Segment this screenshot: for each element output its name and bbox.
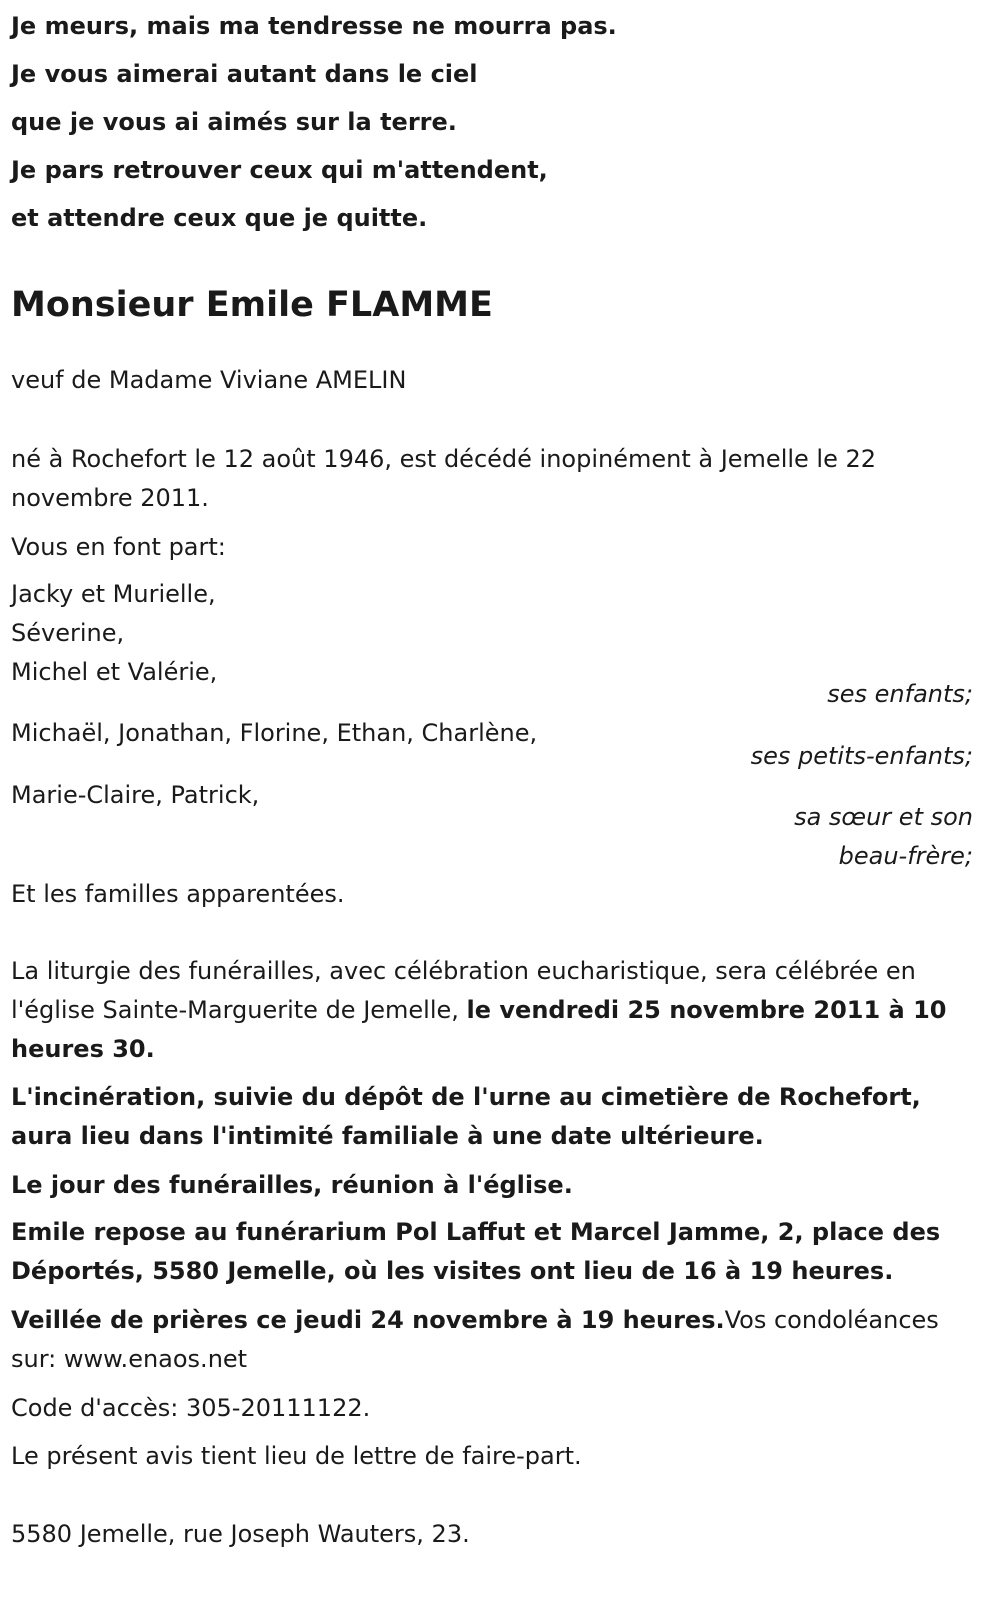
grandchildren-role: ses petits-enfants; xyxy=(750,742,973,770)
birth-death: né à Rochefort le 12 août 1946, est décédé inopinément à Jemelle le 22 novembre 2011. xyxy=(11,445,877,512)
siblings-line: Marie-Claire, Patrick, xyxy=(11,781,260,809)
child-line: Séverine, xyxy=(11,619,125,647)
poem xyxy=(11,0,973,242)
deceased-name: Monsieur Emile FLAMME xyxy=(11,285,493,325)
vigil-text: Veillée de prières ce jeudi 24 novembre à 19 heures. xyxy=(11,1306,725,1334)
children-role: ses enfants; xyxy=(827,680,973,708)
poem-line: Je pars retrouver ceux qui m'attendent, xyxy=(11,156,548,184)
liturgy-paragraph xyxy=(11,952,973,1069)
liturgy-date: le vendredi 25 novembre 2011 à 10 heures 30. xyxy=(11,996,947,1063)
siblings-role: beau-frère; xyxy=(838,842,973,870)
notice-line: Le présent avis tient lieu de lettre de faire-part. xyxy=(11,1442,582,1470)
child-line: Jacky et Murielle, xyxy=(11,580,216,608)
address-line: 5580 Jemelle, rue Joseph Wauters, 23. xyxy=(11,1520,470,1548)
meeting-line: Le jour des funérailles, réunion à l'église. xyxy=(11,1171,573,1199)
siblings-role: sa sœur et son xyxy=(794,803,973,831)
poem-line: que je vous ai aimés sur la terre. xyxy=(11,108,457,136)
child-line: Michel et Valérie, xyxy=(11,658,218,686)
grandchildren-line: Michaël, Jonathan, Florine, Ethan, Charlène, xyxy=(11,719,538,747)
poem-line: Je vous aimerai autant dans le ciel xyxy=(11,60,478,88)
funerarium-paragraph: Emile repose au funérarium Pol Laffut et Marcel Jamme, 2, place des Déportés, 5580 Jemelle, où les visites ont lieu de 16 à 19 heures. xyxy=(11,1218,941,1285)
announce-line: Vous en font part: xyxy=(11,533,226,561)
cremation-paragraph: L'incinération, suivie du dépôt de l'urne au cimetière de Rochefort, aura lieu dans l'intimité familiale à une date ultérieure. xyxy=(11,1083,921,1150)
obituary-page xyxy=(11,0,973,1548)
poem-line: Je meurs, mais ma tendresse ne mourra pas. xyxy=(11,12,617,40)
liturgy-text: La liturgie des funérailles, avec célébration eucharistique, sera célébrée en l'église Sainte-Marguerite de Jemelle, xyxy=(11,957,916,1024)
vigil-paragraph xyxy=(11,1301,973,1379)
access-code: Code d'accès: 305-20111122. xyxy=(11,1394,371,1422)
poem-line: et attendre ceux que je quitte. xyxy=(11,204,428,232)
widower-line: veuf de Madame Viviane AMELIN xyxy=(11,366,407,394)
condolences-text: Vos condoléances sur: www.enaos.net xyxy=(11,1306,939,1373)
families-line: Et les familles apparentées. xyxy=(11,880,345,908)
